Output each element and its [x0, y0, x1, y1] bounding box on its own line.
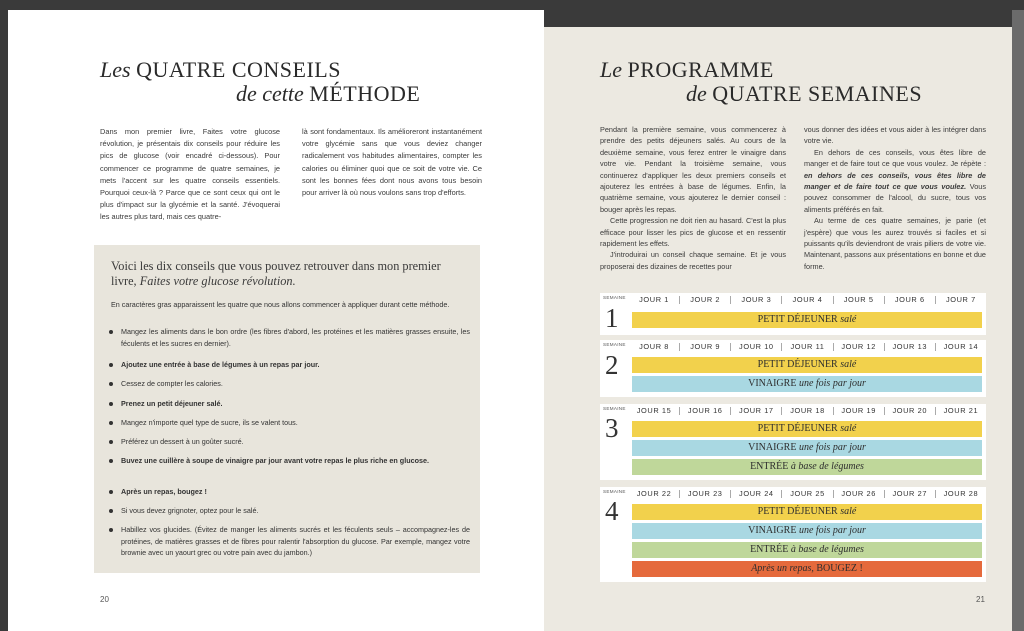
tip-text: Si vous devez grignoter, optez pour le salé. [121, 506, 259, 515]
breakfast-bar-italic: salé [840, 359, 857, 370]
tip-text: Prenez un petit déjeuner salé. [121, 399, 223, 408]
bullet-icon [109, 421, 113, 425]
day-label: JOUR 1 [639, 295, 670, 304]
day-label: JOUR 12 [841, 342, 876, 351]
week-number: 3 [605, 413, 619, 443]
tip-text: Habillez vos glucides. (Évitez de manger les aliments sucrés et les féculents seuls – accompagnez-les de protéines, de matières grasses et de fibres pour ralentir l'absorption du glucose. Par exemple, mangez votre brownie avec un yaourt grec ou votre pain avec du jambon.) [121, 525, 470, 557]
tip-text: Mangez n'importe quel type de sucre, ils se valent tous. [121, 418, 298, 427]
day-label: JOUR 18 [790, 406, 825, 415]
tips-box-note: En caractères gras apparaissent les quatre que nous allons commencer à appliquer durant cette méthode. [111, 300, 450, 309]
day-label: JOUR 2 [690, 295, 721, 304]
day-label: JOUR 17 [739, 406, 774, 415]
day-label: JOUR 6 [894, 295, 925, 304]
tip-item [110, 455, 470, 467]
breakfast-bar [632, 421, 982, 437]
week-days-row [629, 487, 986, 501]
starter-bar-caps: ENTRÉE [750, 544, 789, 555]
breakfast-bar-italic: salé [840, 506, 857, 517]
left-title-italic-1: Les [100, 57, 131, 82]
bullet-icon [109, 509, 113, 513]
day-label: JOUR 24 [739, 489, 774, 498]
right-column-1 [600, 124, 786, 272]
tip-item [110, 398, 470, 410]
page-number-right: 21 [976, 595, 985, 604]
tips-box-book-title: Faites votre glucose révolution. [139, 274, 296, 288]
day-label: JOUR 10 [739, 342, 774, 351]
tip-item [110, 326, 470, 349]
right-col2-para-2 [804, 147, 986, 215]
breakfast-bar [632, 357, 982, 373]
breakfast-bar-caps: PETIT DÉJEUNER [757, 359, 838, 370]
week-3-block [600, 404, 986, 480]
move-bar [632, 561, 982, 577]
left-column-1: Dans mon premier livre, Faites votre glucose révolution, je présentais dix conseils pour réduire les pics de glucose (voir encadré ci-dessous). Pour commencer ce programme de quatre semaines, je mets l'accent sur les quatre conseils essentiels. Pourquoi ceux-là ? Parce que ce sont ceux qui ont le plus d'impact sur la glycémie et la santé. J'évoquerai les autres plus tard, mais ces quatre- [100, 127, 280, 222]
day-label: JOUR 11 [790, 342, 825, 351]
bullet-icon [109, 382, 113, 386]
vinegar-bar-caps: VINAIGRE [748, 525, 797, 536]
day-label: JOUR 22 [636, 489, 672, 498]
right-col1-para-3: J'introduirai un conseil chaque semaine. Et je vous proposerai des dizaines de recettes pour [600, 250, 786, 271]
tip-text: Préférez un dessert à un goûter sucré. [121, 437, 244, 446]
move-bar-caps: BOUGEZ ! [816, 563, 863, 574]
tip-text: Buvez une cuillère à soupe de vinaigre par jour avant votre repas le plus riche en glucose. [121, 456, 429, 465]
left-title-caps-2: MÉTHODE [309, 81, 421, 107]
semaine-label: SEMAINE [603, 489, 626, 494]
page-number-left: 20 [100, 595, 109, 604]
bullet-icon [109, 402, 113, 406]
tip-item [110, 486, 470, 498]
day-label: JOUR 19 [841, 406, 876, 415]
right-col2-para-3: Au terme de ces quatre semaines, je parie (et j'espère) que vous les aurez trouvés si faciles et si puissants qu'ils deviendront de vrais piliers de votre vie. Maintenant, passons aux présentations en bonne et due forme. [804, 216, 986, 271]
tips-box-intro-text: Voici les dix conseils que vous pouvez retrouver dans mon premier livre, [111, 259, 441, 288]
starter-bar-caps: ENTRÉE [750, 461, 789, 472]
right-col1-para-1: Pendant la première semaine, vous commencerez à prendre des petits déjeuners salés. Au cours de la deuxième semaine, vous ferez entrer le vinaigre dans votre vie. Pendant la troisième semaine, vous continuerez d'appliquer les deux premiers conseils et ajouterez les entrées à base de légumes. Enfin, la quatrième semaine, vous ajouterez le dernier conseil : bouger après les repas. [600, 125, 786, 214]
left-title-caps-1: QUATRE CONSEILS [136, 57, 341, 82]
week-2-block [600, 340, 986, 397]
move-bar-italic: Après un repas, [751, 563, 814, 574]
right-title-caps-2: QUATRE SEMAINES [712, 81, 923, 107]
vinegar-bar-italic: une fois par jour [798, 442, 866, 453]
week-days-row [629, 293, 986, 307]
semaine-label: SEMAINE [603, 342, 626, 347]
vinegar-bar-caps: VINAIGRE [748, 378, 797, 389]
vinegar-bar [632, 376, 982, 392]
vinegar-bar [632, 523, 982, 539]
bullet-icon [109, 459, 113, 463]
right-col2-para-1: vous donner des idées et vous aider à les intégrer dans votre vie. [804, 125, 986, 146]
ten-tips-box [94, 245, 480, 573]
week-days-row [629, 404, 986, 418]
bullet-icon [109, 490, 113, 494]
right-title-italic-2: de [686, 81, 707, 107]
day-label: JOUR 14 [943, 342, 979, 351]
vinegar-bar-italic: une fois par jour [798, 378, 866, 389]
tips-box-intro [111, 259, 456, 289]
bullet-icon [109, 440, 113, 444]
day-label: JOUR 9 [690, 342, 721, 351]
tip-item [110, 417, 470, 429]
day-label: JOUR 15 [636, 406, 672, 415]
starter-bar [632, 542, 982, 558]
week-number: 4 [605, 496, 619, 526]
week-1-block [600, 293, 986, 335]
right-title-caps-1: PROGRAMME [627, 57, 774, 82]
tip-item [110, 378, 470, 390]
right-col2-para-2-emphasis: en dehors de ces conseils, vous êtes libre de manger et de faire tout ce que vous voulez. [804, 170, 986, 192]
right-col2-para-2-start: En dehors de ces conseils, vous êtes libre de manger et de faire tout ce que vous voulez. Je répète : [804, 147, 986, 169]
breakfast-bar-caps: PETIT DÉJEUNER [757, 423, 838, 434]
breakfast-bar-italic: salé [840, 314, 857, 325]
tip-item [110, 359, 470, 371]
right-col1-para-2: Cette progression ne doit rien au hasard. C'est la plus efficace pour lisser les pics de glucose et en ressentir rapidement les effets. [600, 216, 786, 249]
day-label: JOUR 7 [945, 295, 976, 304]
semaine-label: SEMAINE [603, 295, 626, 300]
day-label: JOUR 4 [792, 295, 823, 304]
right-col2-para-2-end: Vous pouvez consommer de l'alcool, du sucre, tous vos aliments préférés en fait. [804, 182, 987, 214]
right-column-2 [804, 124, 986, 272]
vinegar-bar [632, 440, 982, 456]
vinegar-bar-italic: une fois par jour [798, 525, 866, 536]
starter-bar-italic: à base de légumes [790, 461, 864, 472]
day-label: JOUR 13 [892, 342, 928, 351]
tip-item [110, 524, 470, 559]
tip-text: Ajoutez une entrée à base de légumes à un repas par jour. [121, 360, 320, 369]
bullet-icon [109, 528, 113, 532]
page-edge [1012, 10, 1024, 631]
week-days-row [629, 340, 986, 354]
week-4-block [600, 487, 986, 582]
day-label: JOUR 25 [790, 489, 825, 498]
right-title-italic-1: Le [600, 57, 622, 82]
tip-text: Après un repas, bougez ! [121, 487, 207, 496]
right-title [600, 58, 922, 106]
vinegar-bar-caps: VINAIGRE [748, 442, 797, 453]
day-label: JOUR 5 [843, 295, 874, 304]
tip-item [110, 436, 470, 448]
day-label: JOUR 3 [741, 295, 772, 304]
day-label: JOUR 8 [639, 342, 670, 351]
week-number: 2 [605, 350, 619, 380]
breakfast-bar [632, 504, 982, 520]
tip-item [110, 505, 470, 517]
starter-bar [632, 459, 982, 475]
day-label: JOUR 28 [943, 489, 979, 498]
breakfast-bar [632, 312, 982, 328]
week-number: 1 [605, 303, 619, 333]
tip-text: Cessez de compter les calories. [121, 379, 223, 388]
day-label: JOUR 23 [687, 489, 723, 498]
starter-bar-italic: à base de légumes [790, 544, 864, 555]
bullet-icon [109, 330, 113, 334]
day-label: JOUR 21 [943, 406, 979, 415]
left-title-italic-2: de cette [236, 81, 304, 107]
breakfast-bar-caps: PETIT DÉJEUNER [757, 506, 838, 517]
left-title [100, 58, 420, 106]
semaine-label: SEMAINE [603, 406, 626, 411]
day-label: JOUR 26 [841, 489, 876, 498]
breakfast-bar-caps: PETIT DÉJEUNER [757, 314, 838, 325]
day-label: JOUR 16 [687, 406, 723, 415]
breakfast-bar-italic: salé [840, 423, 857, 434]
day-label: JOUR 20 [892, 406, 928, 415]
left-column-2: là sont fondamentaux. Ils amélioreront instantanément votre glycémie sans que vous deviez changer radicalement vos habitudes alimentaires, compter les calories ou éliminer quoi que ce soit de votre vie. Ce sont les bonnes fées dont nous avons tous besoin pour arriver là où nous voulons sans trop d'efforts. [302, 127, 482, 198]
day-label: JOUR 27 [892, 489, 928, 498]
tip-text: Mangez les aliments dans le bon ordre (les fibres d'abord, les protéines et les matières grasses ensuite, les féculents et les sucres en dernier). [121, 327, 470, 348]
bullet-icon [109, 363, 113, 367]
